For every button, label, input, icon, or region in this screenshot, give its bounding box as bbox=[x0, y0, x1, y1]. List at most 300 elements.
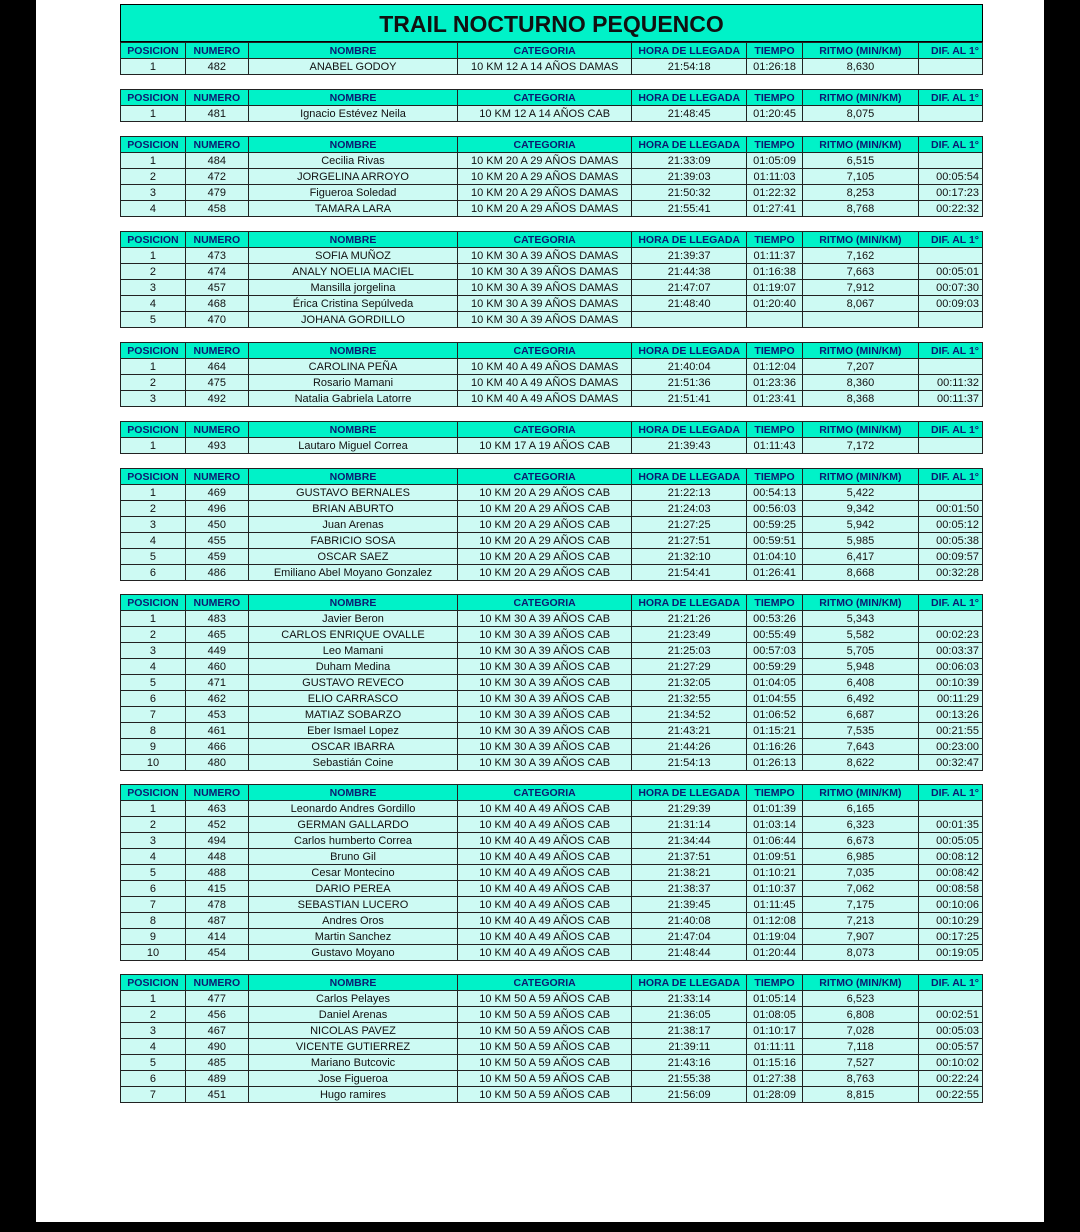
cell-tiempo: 01:04:55 bbox=[747, 691, 803, 707]
cell-numero: 484 bbox=[185, 153, 248, 169]
cell-numero: 457 bbox=[185, 280, 248, 296]
cell-hora-llegada: 21:27:51 bbox=[632, 533, 747, 549]
cell-ritmo: 8,630 bbox=[802, 59, 918, 75]
cell-categoria: 10 KM 40 A 49 AÑOS CAB bbox=[458, 929, 632, 945]
cell-dif-al-1: 00:10:06 bbox=[919, 897, 983, 913]
column-header-nombre: NOMBRE bbox=[248, 469, 457, 485]
column-header-numero: NUMERO bbox=[185, 469, 248, 485]
cell-posicion: 8 bbox=[121, 723, 186, 739]
cell-hora-llegada: 21:39:03 bbox=[632, 169, 747, 185]
table-header-row bbox=[121, 469, 983, 485]
cell-nombre: SOFIA MUÑOZ bbox=[248, 248, 457, 264]
cell-nombre: Cesar Montecino bbox=[248, 865, 457, 881]
cell-tiempo: 00:54:13 bbox=[747, 485, 803, 501]
cell-hora-llegada: 21:44:38 bbox=[632, 264, 747, 280]
cell-ritmo: 8,668 bbox=[802, 565, 918, 581]
cell-hora-llegada: 21:39:37 bbox=[632, 248, 747, 264]
cell-dif-al-1: 00:22:24 bbox=[919, 1071, 983, 1087]
cell-posicion: 3 bbox=[121, 1023, 186, 1039]
cell-posicion: 7 bbox=[121, 707, 186, 723]
cell-ritmo: 7,912 bbox=[802, 280, 918, 296]
cell-hora-llegada: 21:55:38 bbox=[632, 1071, 747, 1087]
cell-categoria: 10 KM 30 A 39 AÑOS CAB bbox=[458, 611, 632, 627]
column-header-ritmo: RITMO (MIN/KM) bbox=[802, 975, 918, 991]
cell-dif-al-1: 00:13:26 bbox=[919, 707, 983, 723]
cell-numero: 453 bbox=[185, 707, 248, 723]
cell-tiempo: 01:10:17 bbox=[747, 1023, 803, 1039]
cell-hora-llegada: 21:36:05 bbox=[632, 1007, 747, 1023]
table-row bbox=[121, 533, 983, 549]
cell-numero: 473 bbox=[185, 248, 248, 264]
cell-hora-llegada: 21:54:18 bbox=[632, 59, 747, 75]
cell-categoria: 10 KM 30 A 39 AÑOS CAB bbox=[458, 675, 632, 691]
cell-categoria: 10 KM 20 A 29 AÑOS DAMAS bbox=[458, 169, 632, 185]
cell-categoria: 10 KM 20 A 29 AÑOS CAB bbox=[458, 549, 632, 565]
cell-posicion: 4 bbox=[121, 1039, 186, 1055]
table-row bbox=[121, 296, 983, 312]
column-header-nombre: NOMBRE bbox=[248, 975, 457, 991]
cell-hora-llegada: 21:54:13 bbox=[632, 755, 747, 771]
cell-ritmo: 9,342 bbox=[802, 501, 918, 517]
cell-nombre: VICENTE GUTIERREZ bbox=[248, 1039, 457, 1055]
cell-numero: 479 bbox=[185, 185, 248, 201]
cell-ritmo: 6,417 bbox=[802, 549, 918, 565]
cell-hora-llegada: 21:38:37 bbox=[632, 881, 747, 897]
cell-categoria: 10 KM 40 A 49 AÑOS DAMAS bbox=[458, 391, 632, 407]
cell-nombre: SEBASTIAN LUCERO bbox=[248, 897, 457, 913]
cell-numero: 415 bbox=[185, 881, 248, 897]
cell-dif-al-1: 00:11:37 bbox=[919, 391, 983, 407]
cell-tiempo: 01:28:09 bbox=[747, 1087, 803, 1103]
cell-dif-al-1: 00:05:05 bbox=[919, 833, 983, 849]
cell-nombre: Hugo ramires bbox=[248, 1087, 457, 1103]
cell-categoria: 10 KM 30 A 39 AÑOS CAB bbox=[458, 627, 632, 643]
table-row bbox=[121, 438, 983, 454]
cell-nombre: NICOLAS PAVEZ bbox=[248, 1023, 457, 1039]
column-header-dif-al-1: DIF. AL 1° bbox=[919, 785, 983, 801]
table-row bbox=[121, 1071, 983, 1087]
results-sheet bbox=[120, 4, 983, 1103]
cell-nombre: CAROLINA PEÑA bbox=[248, 359, 457, 375]
cell-tiempo: 01:26:18 bbox=[747, 59, 803, 75]
column-header-nombre: NOMBRE bbox=[248, 785, 457, 801]
table-row bbox=[121, 627, 983, 643]
cell-dif-al-1: 00:05:03 bbox=[919, 1023, 983, 1039]
cell-categoria: 10 KM 30 A 39 AÑOS DAMAS bbox=[458, 296, 632, 312]
cell-nombre: Ignacio Estévez Neila bbox=[248, 106, 457, 122]
cell-numero: 475 bbox=[185, 375, 248, 391]
cell-dif-al-1: 00:10:02 bbox=[919, 1055, 983, 1071]
cell-categoria: 10 KM 30 A 39 AÑOS CAB bbox=[458, 739, 632, 755]
column-header-categoria: CATEGORIA bbox=[458, 469, 632, 485]
column-header-ritmo: RITMO (MIN/KM) bbox=[802, 232, 918, 248]
cell-tiempo: 00:56:03 bbox=[747, 501, 803, 517]
cell-nombre: Mariano Butcovic bbox=[248, 1055, 457, 1071]
cell-ritmo: 6,323 bbox=[802, 817, 918, 833]
table-header-row bbox=[121, 232, 983, 248]
column-header-categoria: CATEGORIA bbox=[458, 595, 632, 611]
cell-categoria: 10 KM 40 A 49 AÑOS CAB bbox=[458, 865, 632, 881]
table-row bbox=[121, 312, 983, 328]
cell-hora-llegada bbox=[632, 312, 747, 328]
column-header-ritmo: RITMO (MIN/KM) bbox=[802, 343, 918, 359]
cell-ritmo: 8,622 bbox=[802, 755, 918, 771]
cell-posicion: 1 bbox=[121, 485, 186, 501]
cell-tiempo: 01:05:09 bbox=[747, 153, 803, 169]
column-header-nombre: NOMBRE bbox=[248, 595, 457, 611]
cell-dif-al-1: 00:08:42 bbox=[919, 865, 983, 881]
table-row bbox=[121, 485, 983, 501]
cell-posicion: 1 bbox=[121, 991, 186, 1007]
cell-posicion: 6 bbox=[121, 565, 186, 581]
cell-nombre: Martin Sanchez bbox=[248, 929, 457, 945]
cell-posicion: 3 bbox=[121, 833, 186, 849]
cell-dif-al-1: 00:21:55 bbox=[919, 723, 983, 739]
cell-numero: 471 bbox=[185, 675, 248, 691]
table-row bbox=[121, 643, 983, 659]
cell-tiempo: 01:10:21 bbox=[747, 865, 803, 881]
cell-categoria: 10 KM 40 A 49 AÑOS CAB bbox=[458, 817, 632, 833]
cell-dif-al-1 bbox=[919, 312, 983, 328]
cell-posicion: 5 bbox=[121, 675, 186, 691]
table-row bbox=[121, 264, 983, 280]
table-row bbox=[121, 280, 983, 296]
cell-categoria: 10 KM 40 A 49 AÑOS DAMAS bbox=[458, 359, 632, 375]
cell-tiempo: 01:06:52 bbox=[747, 707, 803, 723]
cell-ritmo: 7,643 bbox=[802, 739, 918, 755]
cell-dif-al-1 bbox=[919, 153, 983, 169]
cell-dif-al-1: 00:02:51 bbox=[919, 1007, 983, 1023]
cell-hora-llegada: 21:32:55 bbox=[632, 691, 747, 707]
column-header-posicion: POSICION bbox=[121, 43, 186, 59]
cell-dif-al-1 bbox=[919, 801, 983, 817]
cell-nombre: Leonardo Andres Gordillo bbox=[248, 801, 457, 817]
cell-categoria: 10 KM 20 A 29 AÑOS CAB bbox=[458, 501, 632, 517]
cell-categoria: 10 KM 30 A 39 AÑOS CAB bbox=[458, 755, 632, 771]
cell-numero: 455 bbox=[185, 533, 248, 549]
cell-dif-al-1: 00:08:12 bbox=[919, 849, 983, 865]
cell-dif-al-1: 00:07:30 bbox=[919, 280, 983, 296]
column-header-hora-llegada: HORA DE LLEGADA bbox=[632, 232, 747, 248]
cell-posicion: 3 bbox=[121, 280, 186, 296]
cell-tiempo: 01:23:36 bbox=[747, 375, 803, 391]
column-header-dif-al-1: DIF. AL 1° bbox=[919, 232, 983, 248]
cell-nombre: Carlos Pelayes bbox=[248, 991, 457, 1007]
cell-hora-llegada: 21:51:41 bbox=[632, 391, 747, 407]
cell-posicion: 10 bbox=[121, 945, 186, 961]
cell-hora-llegada: 21:37:51 bbox=[632, 849, 747, 865]
cell-posicion: 8 bbox=[121, 913, 186, 929]
cell-tiempo: 01:04:10 bbox=[747, 549, 803, 565]
cell-dif-al-1: 00:05:12 bbox=[919, 517, 983, 533]
cell-categoria: 10 KM 40 A 49 AÑOS CAB bbox=[458, 833, 632, 849]
cell-posicion: 1 bbox=[121, 59, 186, 75]
table-row bbox=[121, 201, 983, 217]
cell-dif-al-1: 00:10:29 bbox=[919, 913, 983, 929]
cell-posicion: 4 bbox=[121, 659, 186, 675]
cell-nombre: GUSTAVO REVECO bbox=[248, 675, 457, 691]
column-header-tiempo: TIEMPO bbox=[747, 43, 803, 59]
results-table bbox=[120, 42, 983, 75]
cell-dif-al-1: 00:32:47 bbox=[919, 755, 983, 771]
cell-numero: 494 bbox=[185, 833, 248, 849]
cell-dif-al-1: 00:09:57 bbox=[919, 549, 983, 565]
table-row bbox=[121, 833, 983, 849]
cell-dif-al-1 bbox=[919, 248, 983, 264]
cell-hora-llegada: 21:48:44 bbox=[632, 945, 747, 961]
cell-tiempo bbox=[747, 312, 803, 328]
column-header-categoria: CATEGORIA bbox=[458, 422, 632, 438]
cell-categoria: 10 KM 30 A 39 AÑOS DAMAS bbox=[458, 248, 632, 264]
cell-dif-al-1 bbox=[919, 991, 983, 1007]
cell-categoria: 10 KM 20 A 29 AÑOS CAB bbox=[458, 533, 632, 549]
column-header-posicion: POSICION bbox=[121, 595, 186, 611]
table-row bbox=[121, 1039, 983, 1055]
column-header-posicion: POSICION bbox=[121, 232, 186, 248]
cell-nombre: TAMARA LARA bbox=[248, 201, 457, 217]
column-header-nombre: NOMBRE bbox=[248, 90, 457, 106]
table-row bbox=[121, 565, 983, 581]
cell-tiempo: 01:12:04 bbox=[747, 359, 803, 375]
cell-dif-al-1: 00:05:57 bbox=[919, 1039, 983, 1055]
column-header-posicion: POSICION bbox=[121, 975, 186, 991]
table-row bbox=[121, 517, 983, 533]
cell-tiempo: 01:11:37 bbox=[747, 248, 803, 264]
table-row bbox=[121, 1087, 983, 1103]
cell-hora-llegada: 21:31:14 bbox=[632, 817, 747, 833]
cell-hora-llegada: 21:34:44 bbox=[632, 833, 747, 849]
cell-ritmo: 8,253 bbox=[802, 185, 918, 201]
cell-ritmo: 7,172 bbox=[802, 438, 918, 454]
column-header-hora-llegada: HORA DE LLEGADA bbox=[632, 422, 747, 438]
cell-hora-llegada: 21:54:41 bbox=[632, 565, 747, 581]
cell-nombre: Sebastián Coine bbox=[248, 755, 457, 771]
table-row bbox=[121, 691, 983, 707]
results-table bbox=[120, 136, 983, 217]
cell-ritmo: 5,948 bbox=[802, 659, 918, 675]
table-row bbox=[121, 865, 983, 881]
cell-posicion: 7 bbox=[121, 897, 186, 913]
cell-categoria: 10 KM 30 A 39 AÑOS DAMAS bbox=[458, 264, 632, 280]
column-header-posicion: POSICION bbox=[121, 785, 186, 801]
cell-dif-al-1: 00:11:29 bbox=[919, 691, 983, 707]
column-header-numero: NUMERO bbox=[185, 975, 248, 991]
cell-categoria: 10 KM 12 A 14 AÑOS DAMAS bbox=[458, 59, 632, 75]
cell-tiempo: 01:11:43 bbox=[747, 438, 803, 454]
table-row bbox=[121, 1007, 983, 1023]
column-header-numero: NUMERO bbox=[185, 232, 248, 248]
cell-nombre: GUSTAVO BERNALES bbox=[248, 485, 457, 501]
cell-tiempo: 01:20:44 bbox=[747, 945, 803, 961]
column-header-numero: NUMERO bbox=[185, 43, 248, 59]
cell-nombre: Carlos humberto Correa bbox=[248, 833, 457, 849]
cell-nombre: Juan Arenas bbox=[248, 517, 457, 533]
results-table bbox=[120, 231, 983, 328]
column-header-tiempo: TIEMPO bbox=[747, 422, 803, 438]
cell-hora-llegada: 21:38:21 bbox=[632, 865, 747, 881]
cell-categoria: 10 KM 30 A 39 AÑOS CAB bbox=[458, 723, 632, 739]
cell-hora-llegada: 21:43:21 bbox=[632, 723, 747, 739]
cell-tiempo: 01:15:21 bbox=[747, 723, 803, 739]
column-header-numero: NUMERO bbox=[185, 422, 248, 438]
cell-posicion: 4 bbox=[121, 849, 186, 865]
cell-posicion: 6 bbox=[121, 881, 186, 897]
cell-dif-al-1: 00:10:39 bbox=[919, 675, 983, 691]
cell-tiempo: 01:11:11 bbox=[747, 1039, 803, 1055]
cell-nombre: Rosario Mamani bbox=[248, 375, 457, 391]
results-table bbox=[120, 421, 983, 454]
column-header-ritmo: RITMO (MIN/KM) bbox=[802, 137, 918, 153]
table-row bbox=[121, 755, 983, 771]
cell-tiempo: 01:27:41 bbox=[747, 201, 803, 217]
table-row bbox=[121, 1023, 983, 1039]
cell-dif-al-1 bbox=[919, 611, 983, 627]
cell-nombre: OSCAR IBARRA bbox=[248, 739, 457, 755]
cell-posicion: 1 bbox=[121, 438, 186, 454]
cell-hora-llegada: 21:39:11 bbox=[632, 1039, 747, 1055]
cell-dif-al-1: 00:06:03 bbox=[919, 659, 983, 675]
cell-tiempo: 01:19:07 bbox=[747, 280, 803, 296]
cell-numero: 478 bbox=[185, 897, 248, 913]
cell-categoria: 10 KM 30 A 39 AÑOS CAB bbox=[458, 643, 632, 659]
results-table bbox=[120, 468, 983, 581]
cell-posicion: 1 bbox=[121, 359, 186, 375]
column-header-categoria: CATEGORIA bbox=[458, 785, 632, 801]
column-header-dif-al-1: DIF. AL 1° bbox=[919, 595, 983, 611]
cell-posicion: 2 bbox=[121, 817, 186, 833]
cell-ritmo: 7,663 bbox=[802, 264, 918, 280]
cell-posicion: 5 bbox=[121, 549, 186, 565]
cell-tiempo: 00:57:03 bbox=[747, 643, 803, 659]
results-table bbox=[120, 784, 983, 961]
cell-numero: 461 bbox=[185, 723, 248, 739]
cell-numero: 496 bbox=[185, 501, 248, 517]
cell-ritmo: 7,207 bbox=[802, 359, 918, 375]
column-header-categoria: CATEGORIA bbox=[458, 232, 632, 248]
table-row bbox=[121, 375, 983, 391]
cell-posicion: 2 bbox=[121, 1007, 186, 1023]
table-row bbox=[121, 106, 983, 122]
column-header-numero: NUMERO bbox=[185, 137, 248, 153]
cell-dif-al-1: 00:19:05 bbox=[919, 945, 983, 961]
cell-ritmo: 8,768 bbox=[802, 201, 918, 217]
cell-tiempo: 01:26:13 bbox=[747, 755, 803, 771]
column-header-posicion: POSICION bbox=[121, 90, 186, 106]
table-header-row bbox=[121, 43, 983, 59]
cell-categoria: 10 KM 20 A 29 AÑOS DAMAS bbox=[458, 185, 632, 201]
cell-hora-llegada: 21:33:09 bbox=[632, 153, 747, 169]
table-row bbox=[121, 929, 983, 945]
table-row bbox=[121, 153, 983, 169]
column-header-nombre: NOMBRE bbox=[248, 343, 457, 359]
cell-ritmo: 7,105 bbox=[802, 169, 918, 185]
cell-hora-llegada: 21:22:13 bbox=[632, 485, 747, 501]
cell-categoria: 10 KM 50 A 59 AÑOS CAB bbox=[458, 1071, 632, 1087]
cell-ritmo: 8,075 bbox=[802, 106, 918, 122]
cell-posicion: 4 bbox=[121, 201, 186, 217]
cell-nombre: Érica Cristina Sepúlveda bbox=[248, 296, 457, 312]
column-header-numero: NUMERO bbox=[185, 785, 248, 801]
cell-hora-llegada: 21:51:36 bbox=[632, 375, 747, 391]
cell-posicion: 5 bbox=[121, 1055, 186, 1071]
cell-posicion: 6 bbox=[121, 691, 186, 707]
cell-categoria: 10 KM 30 A 39 AÑOS CAB bbox=[458, 707, 632, 723]
cell-numero: 483 bbox=[185, 611, 248, 627]
cell-nombre: Emiliano Abel Moyano Gonzalez bbox=[248, 565, 457, 581]
cell-tiempo: 01:10:37 bbox=[747, 881, 803, 897]
cell-tiempo: 00:59:51 bbox=[747, 533, 803, 549]
cell-posicion: 2 bbox=[121, 169, 186, 185]
cell-tiempo: 01:23:41 bbox=[747, 391, 803, 407]
column-header-dif-al-1: DIF. AL 1° bbox=[919, 343, 983, 359]
table-row bbox=[121, 169, 983, 185]
column-header-tiempo: TIEMPO bbox=[747, 90, 803, 106]
cell-numero: 480 bbox=[185, 755, 248, 771]
cell-dif-al-1: 00:22:55 bbox=[919, 1087, 983, 1103]
table-row bbox=[121, 897, 983, 913]
cell-posicion: 3 bbox=[121, 185, 186, 201]
table-row bbox=[121, 723, 983, 739]
cell-categoria: 10 KM 50 A 59 AÑOS CAB bbox=[458, 1039, 632, 1055]
cell-nombre: FABRICIO SOSA bbox=[248, 533, 457, 549]
cell-ritmo bbox=[802, 312, 918, 328]
cell-nombre: Mansilla jorgelina bbox=[248, 280, 457, 296]
cell-categoria: 10 KM 20 A 29 AÑOS CAB bbox=[458, 517, 632, 533]
column-header-dif-al-1: DIF. AL 1° bbox=[919, 422, 983, 438]
cell-numero: 449 bbox=[185, 643, 248, 659]
cell-numero: 485 bbox=[185, 1055, 248, 1071]
cell-categoria: 10 KM 40 A 49 AÑOS CAB bbox=[458, 945, 632, 961]
cell-posicion: 4 bbox=[121, 533, 186, 549]
cell-categoria: 10 KM 12 A 14 AÑOS CAB bbox=[458, 106, 632, 122]
column-header-nombre: NOMBRE bbox=[248, 137, 457, 153]
cell-dif-al-1: 00:02:23 bbox=[919, 627, 983, 643]
column-header-posicion: POSICION bbox=[121, 343, 186, 359]
column-header-dif-al-1: DIF. AL 1° bbox=[919, 975, 983, 991]
cell-dif-al-1: 00:17:23 bbox=[919, 185, 983, 201]
cell-numero: 452 bbox=[185, 817, 248, 833]
cell-nombre: Gustavo Moyano bbox=[248, 945, 457, 961]
column-header-numero: NUMERO bbox=[185, 90, 248, 106]
cell-nombre: BRIAN ABURTO bbox=[248, 501, 457, 517]
column-header-nombre: NOMBRE bbox=[248, 43, 457, 59]
cell-categoria: 10 KM 30 A 39 AÑOS CAB bbox=[458, 659, 632, 675]
cell-categoria: 10 KM 40 A 49 AÑOS CAB bbox=[458, 849, 632, 865]
cell-hora-llegada: 21:47:04 bbox=[632, 929, 747, 945]
column-header-categoria: CATEGORIA bbox=[458, 343, 632, 359]
cell-posicion: 2 bbox=[121, 501, 186, 517]
cell-nombre: ANABEL GODOY bbox=[248, 59, 457, 75]
cell-numero: 463 bbox=[185, 801, 248, 817]
cell-hora-llegada: 21:50:32 bbox=[632, 185, 747, 201]
cell-posicion: 5 bbox=[121, 312, 186, 328]
cell-posicion: 2 bbox=[121, 627, 186, 643]
table-row bbox=[121, 391, 983, 407]
cell-tiempo: 01:22:32 bbox=[747, 185, 803, 201]
cell-nombre: Leo Mamani bbox=[248, 643, 457, 659]
cell-ritmo: 6,492 bbox=[802, 691, 918, 707]
cell-tiempo: 01:15:16 bbox=[747, 1055, 803, 1071]
column-header-hora-llegada: HORA DE LLEGADA bbox=[632, 785, 747, 801]
column-header-tiempo: TIEMPO bbox=[747, 785, 803, 801]
cell-posicion: 6 bbox=[121, 1071, 186, 1087]
cell-ritmo: 8,815 bbox=[802, 1087, 918, 1103]
cell-categoria: 10 KM 50 A 59 AÑOS CAB bbox=[458, 1055, 632, 1071]
column-header-ritmo: RITMO (MIN/KM) bbox=[802, 785, 918, 801]
cell-numero: 467 bbox=[185, 1023, 248, 1039]
column-header-numero: NUMERO bbox=[185, 595, 248, 611]
table-row bbox=[121, 59, 983, 75]
